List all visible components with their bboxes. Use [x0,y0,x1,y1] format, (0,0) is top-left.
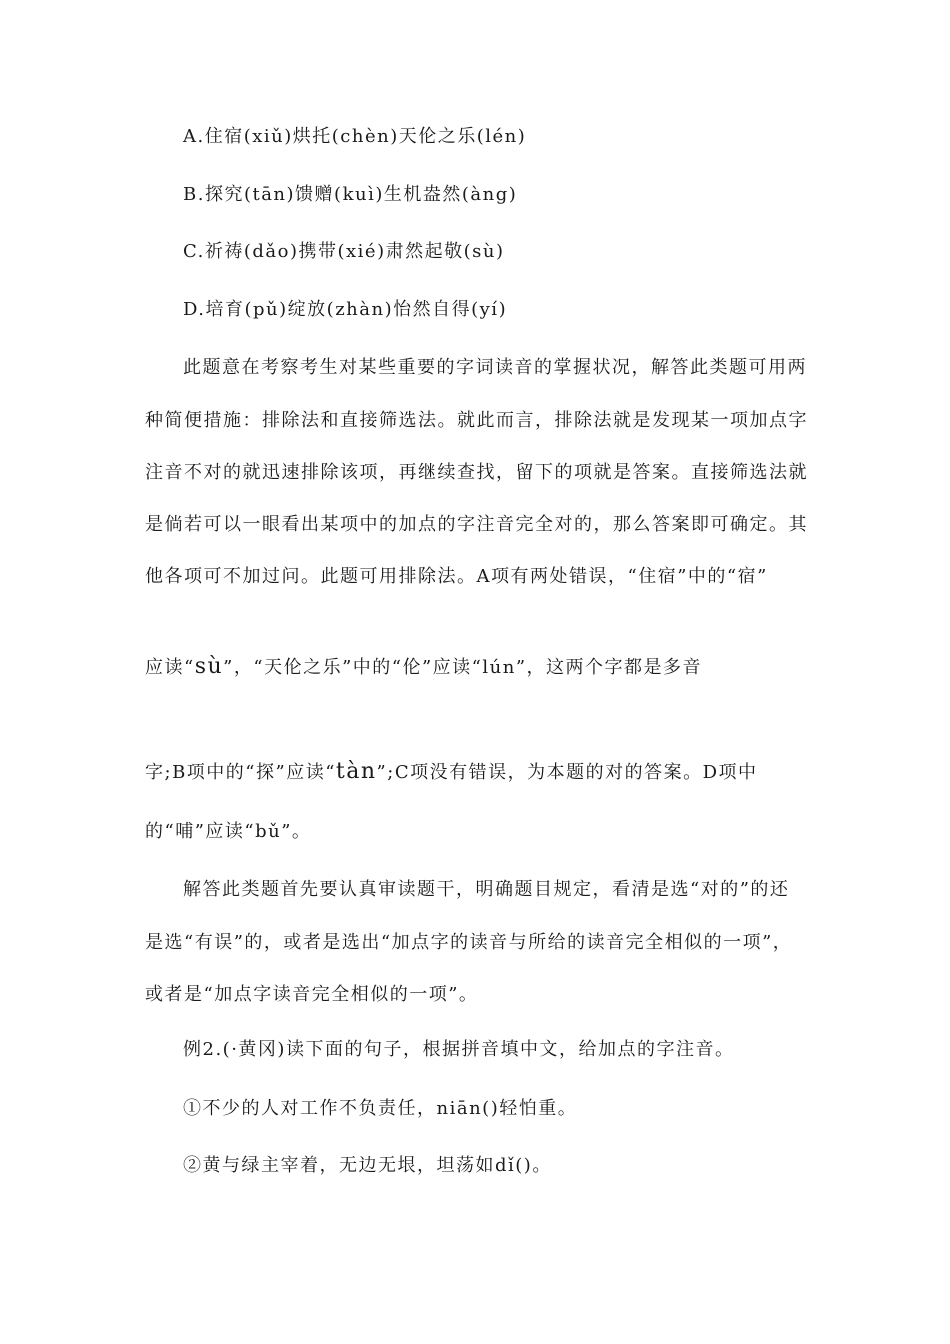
pinyin-emphasis: tàn [335,759,377,784]
paragraph-line: 解答此类题首先要认真审读题干，明确题目规定，看清是选“对的”的还 [183,879,790,900]
text-segment: ”，“天伦之乐”中的“伦”应读“lún”，这两个字都是多音 [223,657,703,678]
paragraph-line: 或者是“加点字读音完全相似的一项”。 [145,984,479,1005]
paragraph-line: 他各项可不加过问。此题可用排除法。A项有两处错误，“住宿”中的“宿” [145,566,768,587]
text-segment: 应读“ [145,657,195,678]
paragraph-line: 此题意在考察考生对某些重要的字词读音的掌握状况，解答此类题可用两 [183,357,807,378]
option-a: A.住宿(xiǔ)烘托(chèn)天伦之乐(lén) [183,126,527,147]
text-segment: 字;B项中的“探”应读“ [145,762,336,783]
paragraph-line: 种简便措施：排除法和直接筛选法。就此而言，排除法就是发现某一项加点字 [145,410,808,431]
paragraph-line: 是倘若可以一眼看出某项中的加点的字注音完全对的，那么答案即可确定。其 [145,514,808,535]
paragraph-line: 是选“有误”的，或者是选出“加点字的读音与所给的读音完全相似的一项”， [145,932,793,953]
option-b: B.探究(tān)馈赠(kuì)生机盎然(àng) [183,184,518,205]
example-item: ①不少的人对工作不负责任，niān()轻怕重。 [183,1098,578,1119]
paragraph-line [145,760,758,785]
option-c: C.祈祷(dǎo)携带(xié)肃然起敬(sù) [183,241,505,262]
pinyin-emphasis: sù [194,654,224,679]
text-segment: ”;C项没有错误，为本题的对的答案。D项中 [376,762,758,783]
option-d: D.培育(pǔ)绽放(zhàn)怡然自得(yí) [183,299,508,320]
example-title: 例2.(·黄冈)读下面的句子，根据拼音填中文，给加点的字注音。 [183,1039,735,1060]
paragraph-line [145,655,702,680]
example-item: ②黄与绿主宰着，无边无垠，坦荡如dǐ()。 [183,1155,552,1176]
paragraph-line: 的“哺”应读“bǔ”。 [145,821,312,842]
paragraph-line: 注音不对的就迅速排除该项，再继续查找，留下的项就是答案。直接筛选法就 [145,462,808,483]
